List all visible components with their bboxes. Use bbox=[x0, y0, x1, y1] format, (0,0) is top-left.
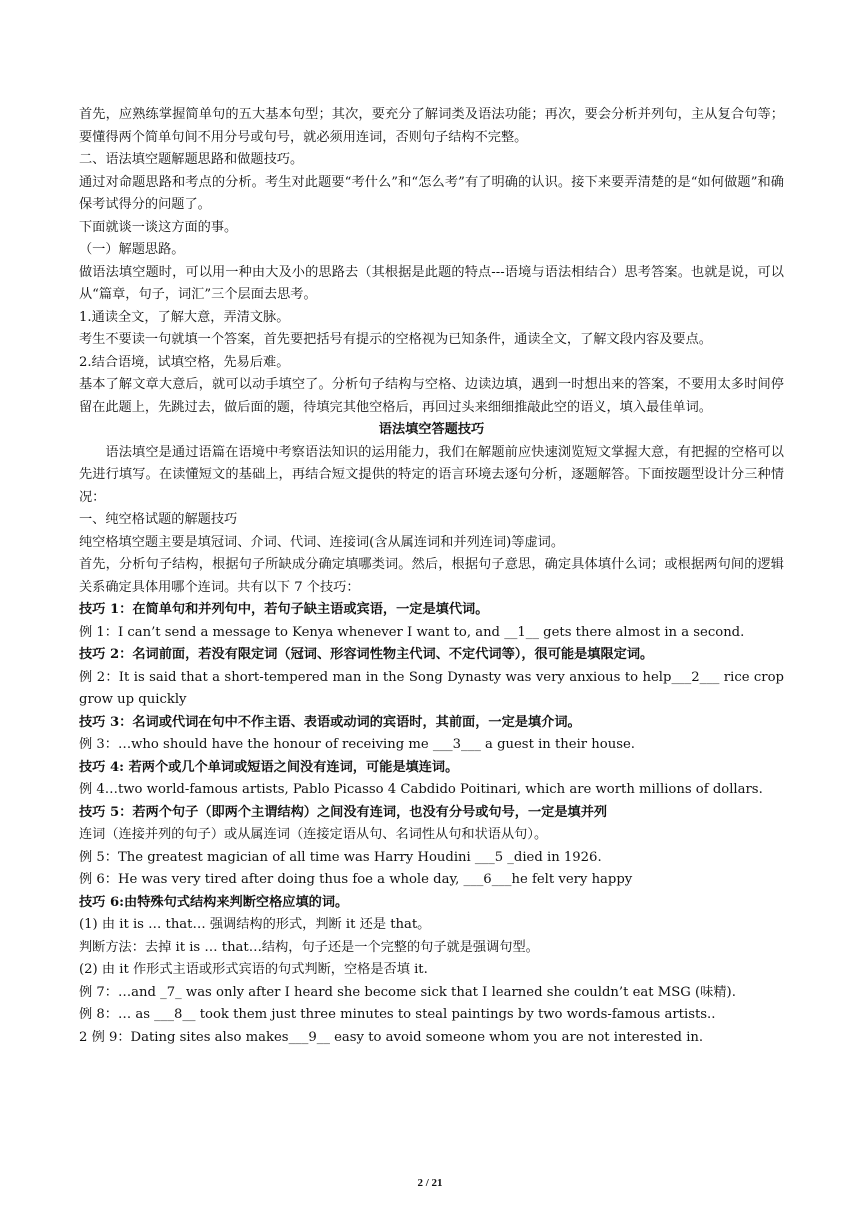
paragraph: 2 例 9：Dating sites also makes___9__ easy to avoid someone whom you are not interested in. bbox=[79, 1029, 704, 1045]
paragraph: 技巧 2：名词前面，若没有限定词（冠词、形容词性物主代词、不定代词等），很可能是填限定词。 bbox=[79, 647, 654, 662]
paragraph: 技巧 6:由特殊句式结构来判断空格应填的词。 bbox=[79, 894, 349, 910]
paragraph: 2.结合语境，试填空格，先易后难。 bbox=[79, 354, 290, 370]
paragraph: 做语法填空题时，可以用一种由大及小的思路去（其根据是此题的特点---语境与语法相结合）思考答案。也就是说，可以从“篇章，句子，词汇”三个层面去思考。 bbox=[79, 264, 784, 302]
page-number: 2 / 21 bbox=[417, 1177, 443, 1189]
paragraph: 下面就谈一谈这方面的事。 bbox=[79, 219, 238, 235]
paragraph: 例 7：…and _7_ was only after I heard she become sick that I learned she couldn’t eat MSG (味精). bbox=[79, 984, 736, 1000]
paragraph: 一、纯空格试题的解题技巧 bbox=[79, 512, 238, 527]
paragraph: 语法填空是通过语篇在语境中考察语法知识的运用能力，我们在解题前应快速浏览短文掌握大意，有把握的空格可以先进行填写。在读懂短文的基础上，再结合短文提供的特定的语言环境去逐句分析，逐题解答。下面按题型设计分三种情况： bbox=[79, 444, 784, 505]
paragraph: 连词（连接并列的句子）或从属连词（连接定语从句、名词性从句和状语从句）。 bbox=[79, 827, 548, 842]
paragraph: 例 8：… as ___8__ took them just three minutes to steal paintings by two words-famous artists.. bbox=[79, 1007, 716, 1022]
paragraph: 技巧 3：名词或代词在句中不作主语、表语或动词的宾语时，其前面，一定是填介词。 bbox=[79, 714, 581, 730]
paragraph: 1.通读全文，了解大意，弄清文脉。 bbox=[79, 309, 290, 325]
paragraph: 基本了解文章大意后，就可以动手填空了。分析句子结构与空格、边读边填，遇到一时想出来的答案，不要用太多时间停留在此题上，先跳过去，做后面的题，待填完其他空格后，再回过头来细细推敲此空的语义，填入最佳单词。 bbox=[79, 377, 784, 415]
paragraph: 技巧 4: 若两个或几个单词或短语之间没有连词，可能是填连词。 bbox=[79, 759, 459, 775]
paragraph: 例 3：…who should have the honour of receiving me ___3___ a guest in their house. bbox=[79, 737, 635, 752]
document-body bbox=[79, 104, 784, 1049]
paragraph: （一）解题思路。 bbox=[79, 242, 185, 257]
paragraph: 例 6：He was very tired after doing thus foe a whole day, ___6___he felt very happy bbox=[79, 872, 633, 887]
paragraph: 例 1：I can’t send a message to Kenya whenever I want to, and __1__ gets there almost in a second. bbox=[79, 624, 745, 640]
paragraph: 首先，分析句子结构，根据句子所缺成分确定填哪类词。然后，根据句子意思，确定具体填什么词；或根据两句间的逻辑关系确定具体用哪个连词。共有以下 7 个技巧： bbox=[79, 557, 784, 595]
paragraph: 纯空格填空题主要是填冠词、介词、代词、连接词(含从属连词和并列连词)等虚词。 bbox=[79, 534, 565, 550]
paragraph: 例 5：The greatest magician of all time was Harry Houdini ___5 _died in 1926. bbox=[79, 849, 602, 865]
paragraph: 首先，应熟练掌握简单句的五大基本句型；其次，要充分了解词类及语法功能；再次，要会分析并列句，主从复合句等；要懂得两个简单句间不用分号或句号，就必须用连词，否则句子结构不完整。 bbox=[79, 107, 784, 145]
paragraph: 例 4…two world-famous artists, Pablo Picasso 4 Cabdido Poitinari, which are worth millions of dollars. bbox=[79, 782, 763, 797]
paragraph: 技巧 1：在简单句和并列句中，若句子缺主语或宾语，一定是填代词。 bbox=[79, 602, 489, 617]
paragraph: (2) 由 it 作形式主语或形式宾语的句式判断，空格是否填 it. bbox=[79, 962, 428, 977]
paragraph: 通过对命题思路和考点的分析。考生对此题要“考什么”和“怎么考”有了明确的认识。接下来要弄清楚的是“如何做题”和确保考试得分的问题了。 bbox=[79, 174, 784, 212]
paragraph: 二、语法填空题解题思路和做题技巧。 bbox=[79, 152, 304, 167]
paragraph: (1) 由 it is … that… 强调结构的形式，判断 it 还是 that。 bbox=[79, 917, 431, 932]
paragraph: 技巧 5：若两个句子（即两个主谓结构）之间没有连词，也没有分号或句号，一定是填并列 bbox=[79, 804, 608, 820]
section-heading: 语法填空答题技巧 bbox=[378, 422, 485, 437]
paragraph: 判断方法：去掉 it is … that…结构，句子还是一个完整的句子就是强调句型。 bbox=[79, 939, 539, 955]
paragraph: 例 2：It is said that a short-tempered man in the Song Dynasty was very anxious to help___2___ rice crop grow up quickly bbox=[79, 669, 784, 707]
paragraph: 考生不要读一句就填一个答案，首先要把括号有提示的空格视为已知条件，通读全文，了解文段内容及要点。 bbox=[79, 332, 712, 347]
